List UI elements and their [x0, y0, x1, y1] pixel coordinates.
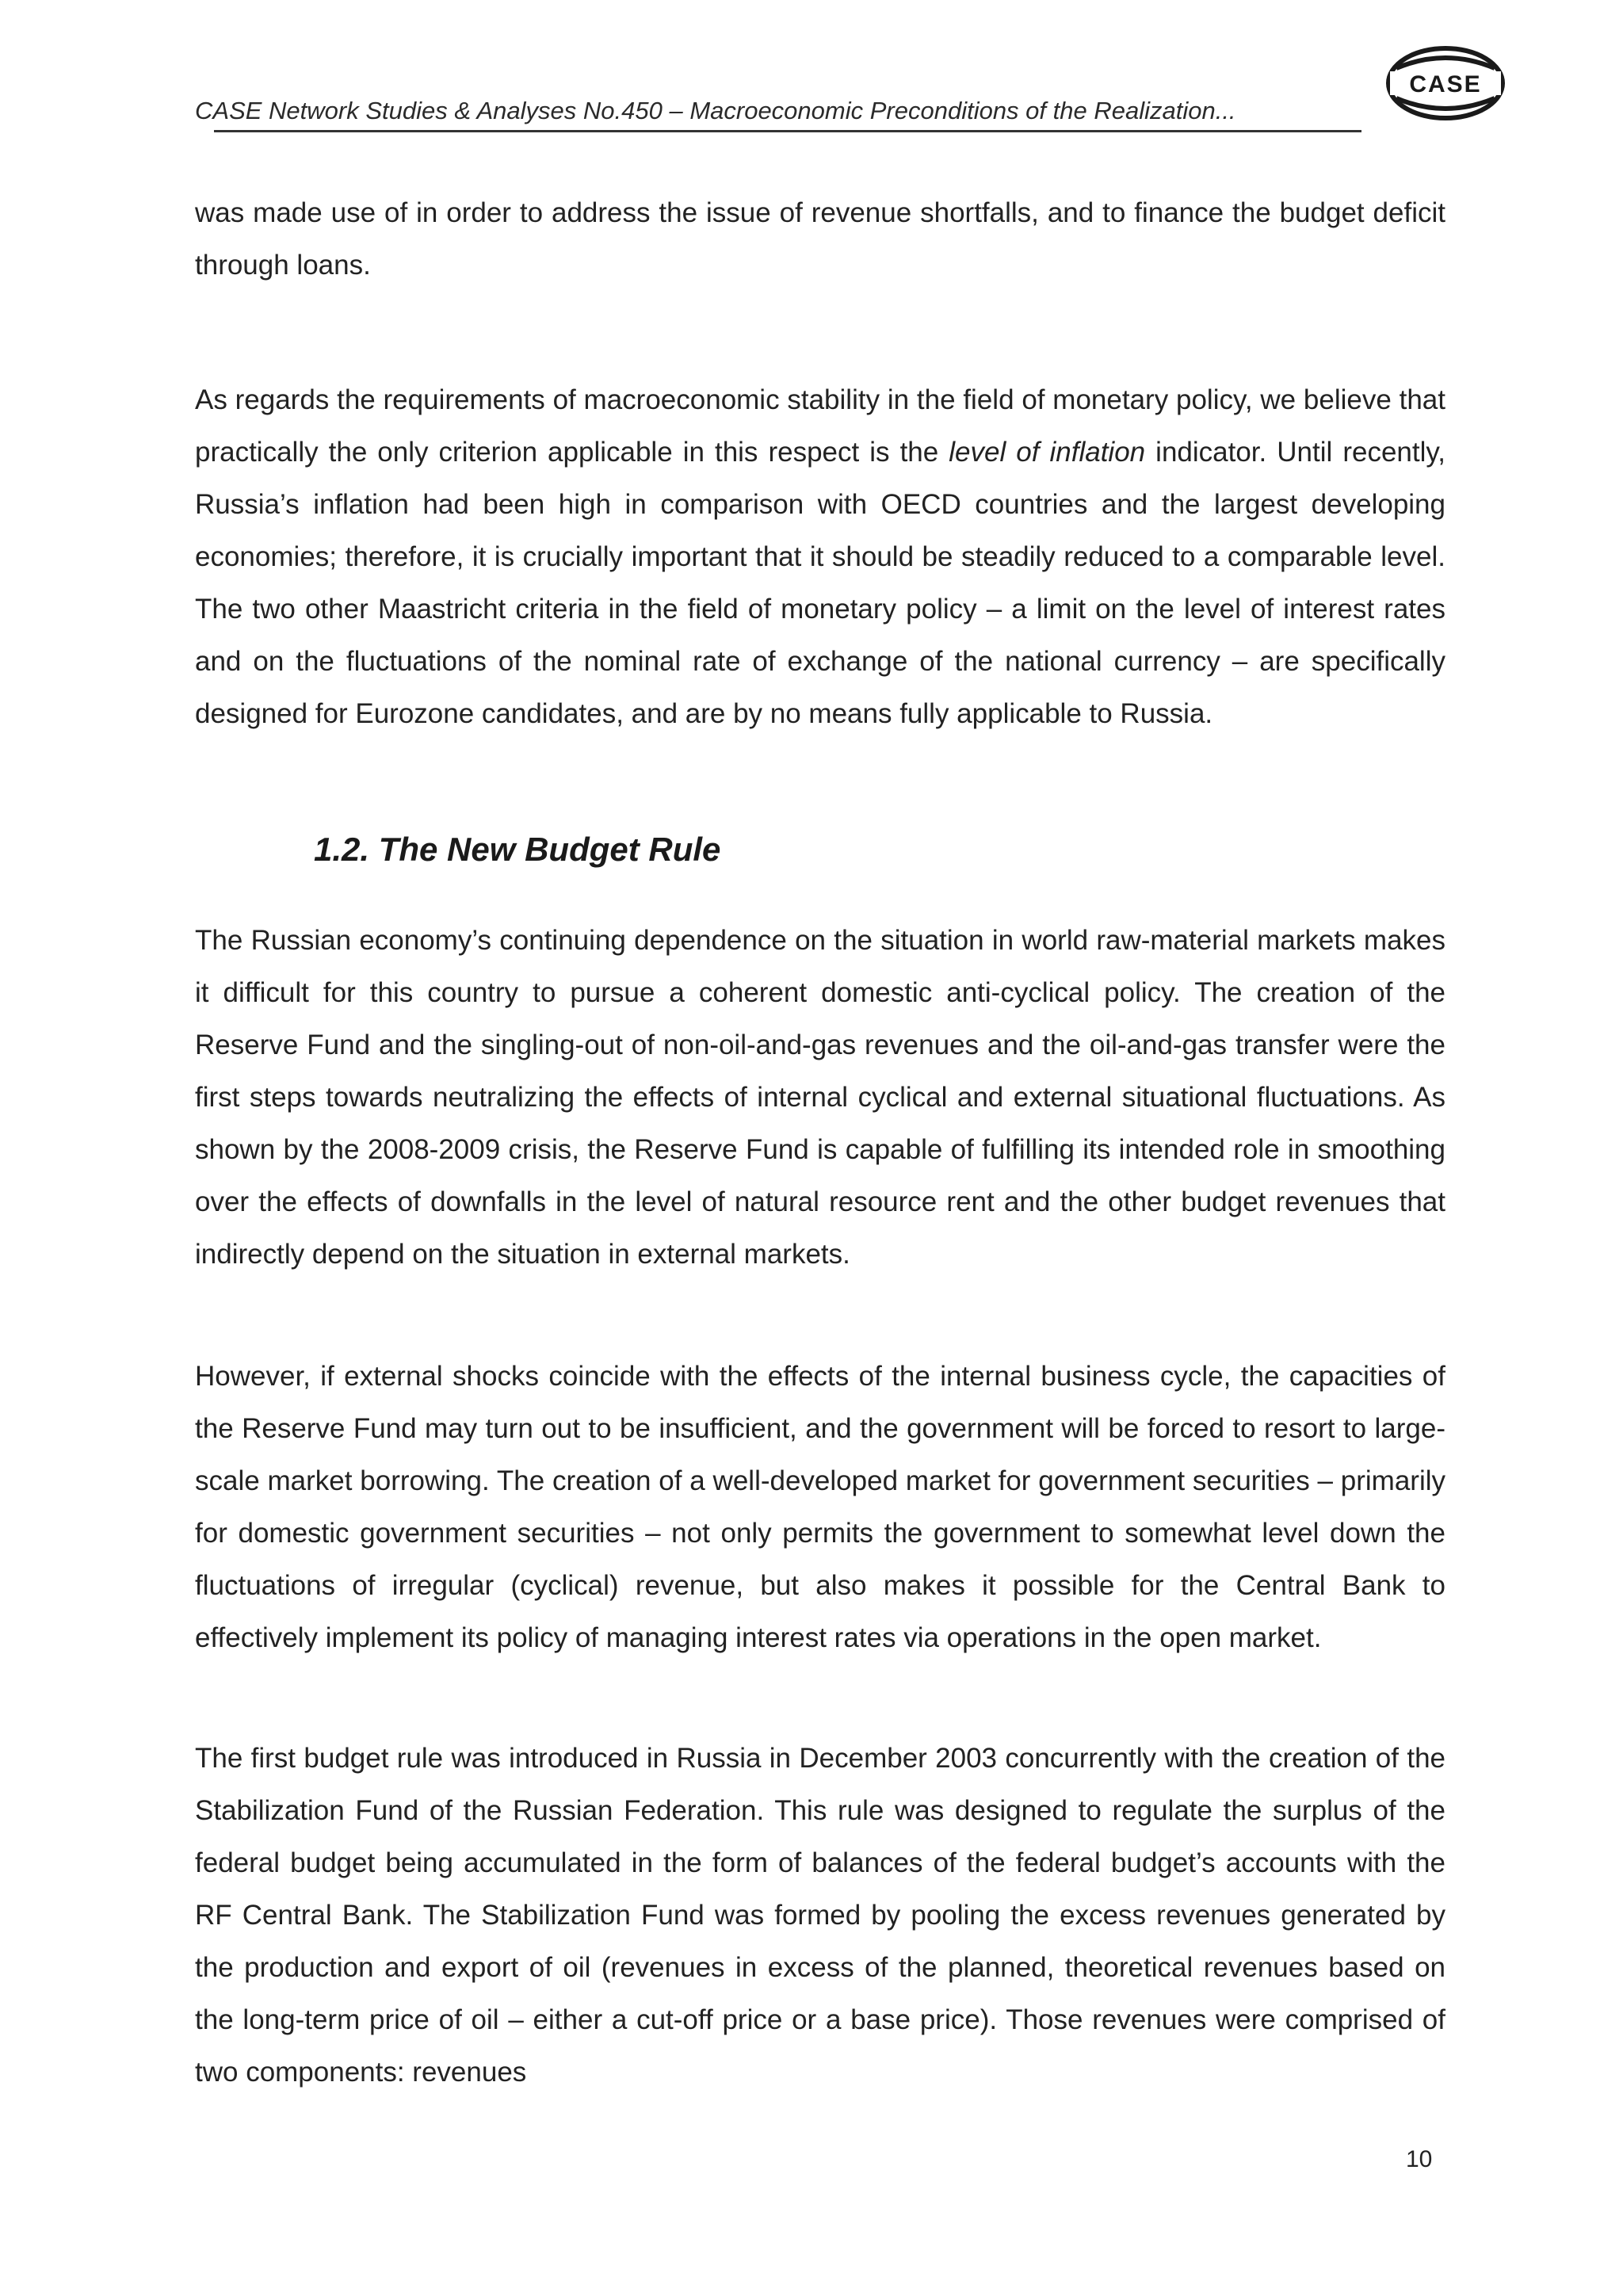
paragraph-first-budget-rule: [195, 1733, 1445, 2099]
paragraph-external-shocks: [195, 1350, 1445, 1664]
emphasis-level-of-inflation: level of inflation: [949, 437, 1146, 468]
paragraph-continuation: [195, 187, 1445, 292]
page-number: 10: [1406, 2146, 1433, 2172]
case-logo-text: CASE: [1409, 71, 1482, 97]
paragraph-text-end: indicator. Until recently, Russia’s inflation had been high in comparison with OECD countries and the largest developing economies; therefore, it is crucially important that it should be steadily reduced to a comparable level. The two other Maastricht criteria in the field of monetary policy – a limit on the level of interest rates and on the fluctuations of the nominal rate of exchange of the national currency – are specifically designed for Eurozone candidates, and are by no means fully applicable to Russia.: [195, 437, 1446, 729]
paragraph-text-start: As regards the requirements of macroeconomic stability in the field of monetary policy, we believe that practically the only criterion applicable in this respect is the: [195, 384, 1445, 468]
header-rule: [214, 130, 1361, 132]
paragraph-text: The first budget rule was introduced in Russia in December 2003 concurrently with the creation of the Stabilization Fund of the Russian Federation. This rule was designed to regulate the surplus of the federal budget being accumulated in the form of balances of the federal budget’s accounts with the RF Central Bank. The Stabilization Fund was formed by pooling the excess revenues generated by the production and export of oil (revenues in excess of the planned, theoretical revenues based on the long-term price of oil – either a cut-off price or a base price). Those revenues were comprised of two components: revenues: [195, 1743, 1445, 2088]
header-title: CASE Network Studies & Analyses No.450 – Macroeconomic Preconditions of the Realization...: [195, 97, 1236, 124]
paragraph-raw-material-dependence: [195, 915, 1445, 1281]
paragraph-text: However, if external shocks coincide with the effects of the internal business cycle, the capacities of the Reserve Fund may turn out to be insufficient, and the government will be forced to resort to large-scale market borrowing. The creation of a well-developed market for government securities – primarily for domestic government securities – not only permits the government to somewhat level down the fluctuations of irregular (cyclical) revenue, but also makes it possible for the Central Bank to effectively implement its policy of managing interest rates via operations in the open market.: [195, 1361, 1445, 1653]
paragraph-text: [195, 374, 1445, 740]
case-logo: [1385, 44, 1506, 122]
paragraph-text: The Russian economy’s continuing dependence on the situation in world raw-material markets makes it difficult for this country to pursue a coherent domestic anti-cyclical policy. The creation of the Reserve Fund and the singling-out of non-oil-and-gas revenues and the oil-and-gas transfer were the first steps towards neutralizing the effects of internal cyclical and external situational fluctuations. As shown by the 2008-2009 crisis, the Reserve Fund is capable of fulfilling its intended role in smoothing over the effects of downfalls in the level of natural resource rent and the other budget revenues that indirectly depend on the situation in external markets.: [195, 925, 1445, 1270]
paragraph-monetary-policy: [195, 374, 1445, 740]
paragraph-text: was made use of in order to address the issue of revenue shortfalls, and to finance the budget deficit through loans.: [195, 197, 1445, 281]
section-heading: 1.2. The New Budget Rule: [314, 831, 721, 868]
